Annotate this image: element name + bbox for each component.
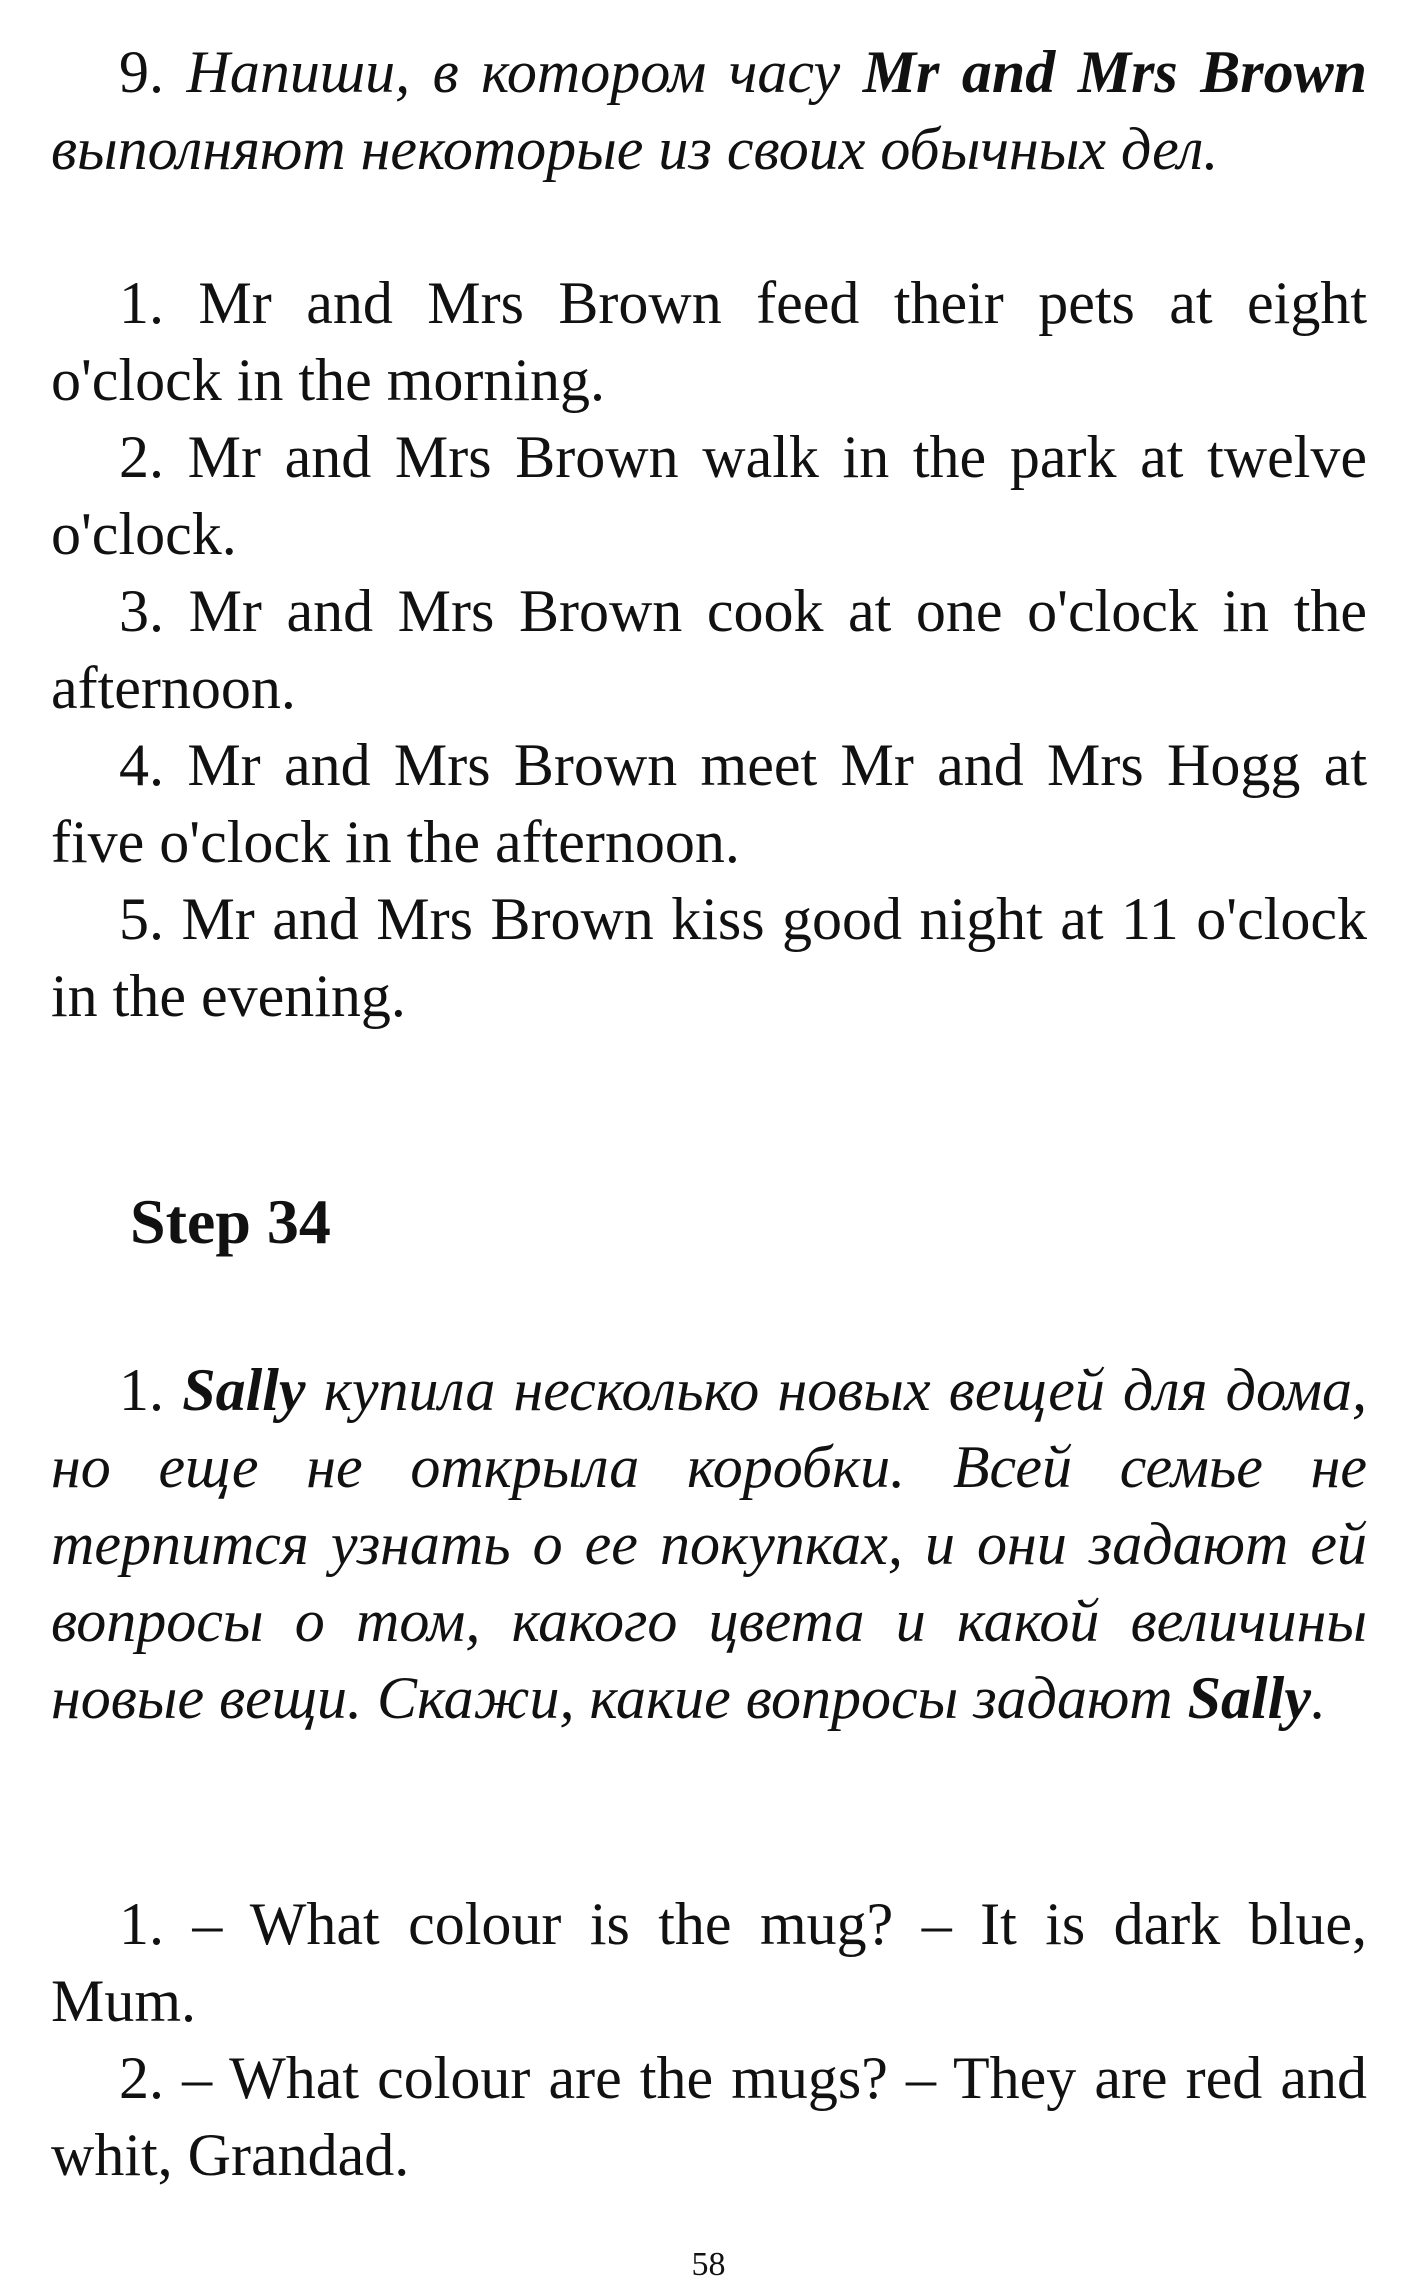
task-9-instruction	[51, 34, 1367, 188]
task-1-answers	[51, 1886, 1367, 2194]
task-9-text-before: Напиши, в котором часу	[186, 39, 841, 105]
task-1-block	[51, 1352, 1367, 1737]
task-1-name-start: Sally	[182, 1357, 306, 1423]
answer-9-3: 3. Mr and Mrs Brown cook at one o'clock in the afternoon.	[51, 578, 1367, 721]
task-1-name-end: Sally	[1187, 1665, 1311, 1731]
step-heading: Step 34	[130, 1186, 331, 1257]
answer-1-2: 2. – What colour are the mugs? – They are red and whit, Grandad.	[51, 2045, 1367, 2188]
answer-1-1: 1. – What colour is the mug? – It is dark blue, Mum.	[51, 1891, 1367, 2034]
task-1-instruction	[51, 1352, 1367, 1737]
task-1-text: купила несколько новых вещей для дома, но еще не открыла коробки. Всей семье не терпится узнать о ее покупках, и они задают ей вопросы о том, какого цвета и какой величины новые вещи. Скажи, какие вопросы задают	[51, 1357, 1368, 1731]
task-9-names: Mr and Mrs Brown	[862, 39, 1368, 105]
answer-9-4: 4. Mr and Mrs Brown meet Mr and Mrs Hogg at five o'clock in the afternoon.	[51, 732, 1367, 875]
answer-9-1: 1. Mr and Mrs Brown feed their pets at eight o'clock in the morning.	[51, 270, 1367, 413]
page-number: 58	[691, 2246, 726, 2283]
task-9-number: 9.	[119, 39, 164, 105]
task-1-end-punct: .	[1310, 1665, 1326, 1731]
task-9-answers	[51, 265, 1367, 1035]
task-9-text-after: выполняют некоторые из своих обычных дел.	[51, 116, 1219, 182]
page-content	[51, 34, 1368, 2188]
answer-9-5: 5. Mr and Mrs Brown kiss good night at 11 o'clock in the evening.	[51, 886, 1367, 1029]
task-1-number: 1.	[119, 1357, 164, 1423]
answer-9-2: 2. Mr and Mrs Brown walk in the park at twelve o'clock.	[51, 424, 1367, 567]
